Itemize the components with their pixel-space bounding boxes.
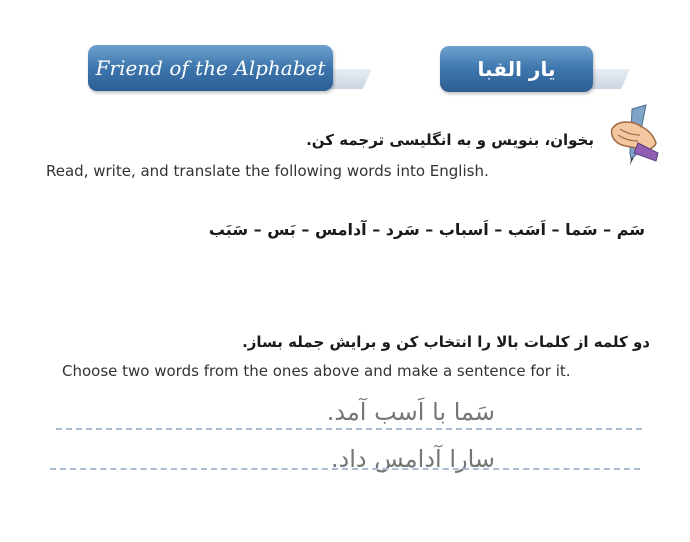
answer-sentence-2: سارا آدامس داد.: [330, 445, 495, 473]
persian-title-banner: [440, 46, 593, 92]
english-title-banner: [88, 45, 333, 91]
instruction-2-persian: دو کلمه از کلمات بالا را انتخاب کن و برایش جمله بساز.: [242, 333, 650, 351]
persian-title: یار الفبا: [477, 57, 556, 81]
instruction-1-english: Read, write, and translate the following words into English.: [46, 162, 489, 180]
instruction-1-persian: بخوان، بنویس و به انگلیسی ترجمه کن.: [306, 131, 594, 149]
answer-sentence-1: سَما با اَسب آمد.: [326, 398, 495, 426]
writing-line-1: [56, 428, 642, 430]
writing-line-2: [50, 468, 640, 470]
word-list: سَم – سَما – اَسَب – اَسباب – سَرد – آدامس – بَس – سَبَب: [208, 220, 645, 239]
hand-writing-icon: [604, 103, 660, 167]
instruction-2-english: Choose two words from the ones above and make a sentence for it.: [62, 362, 571, 380]
english-title: Friend of the Alphabet: [95, 56, 326, 80]
